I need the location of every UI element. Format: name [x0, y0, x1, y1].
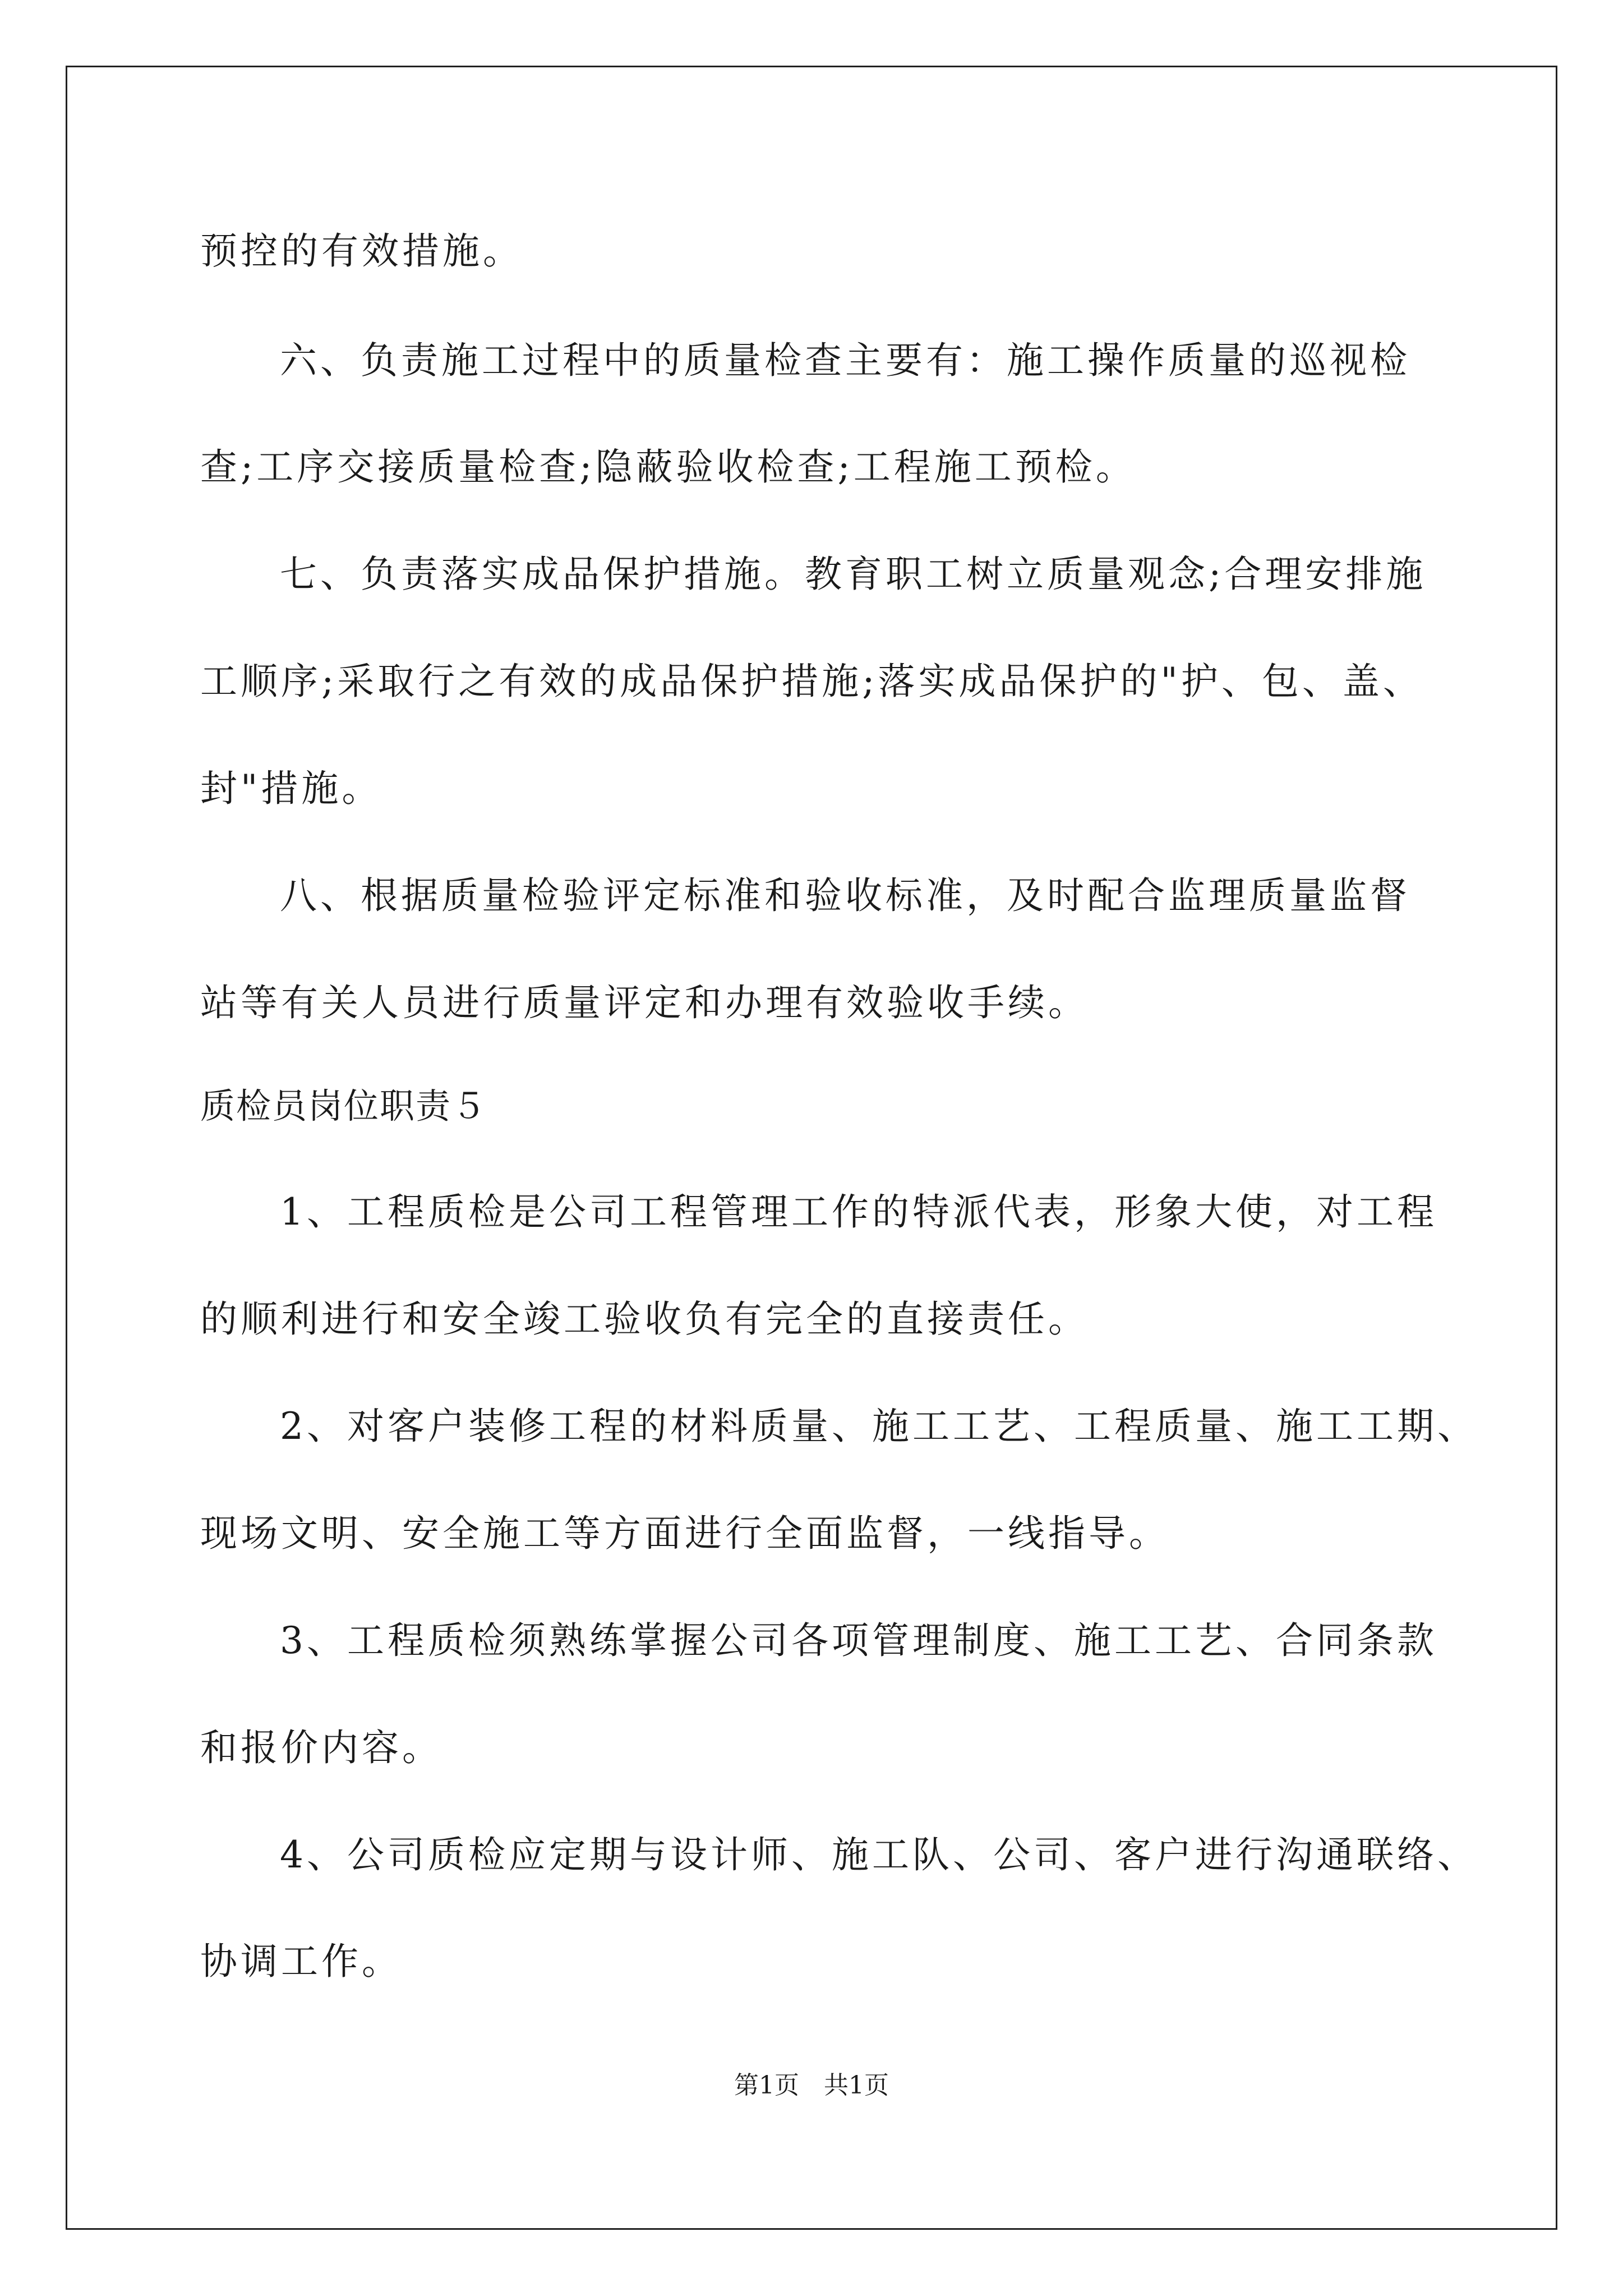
page-footer: 第1页 共1页 — [734, 2071, 889, 2100]
paragraph-line: 现场文明、安全施工等方面进行全面监督，一线指导。 — [200, 1512, 1169, 1555]
paragraph-line: 3、工程质检须熟练掌握公司各项管理制度、施工工艺、合同条款 — [280, 1619, 1437, 1662]
paragraph-line: 查;工序交接质量检查;隐蔽验收检查;工程施工预检。 — [200, 445, 1136, 489]
paragraph-line: 2、对客户装修工程的材料质量、施工工艺、工程质量、施工工期、 — [280, 1405, 1478, 1448]
paragraph-line: 协调工作。 — [200, 1940, 402, 1983]
paragraph-line: 的顺利进行和安全竣工验收负有完全的直接责任。 — [200, 1297, 1089, 1341]
page-border — [66, 66, 1557, 2230]
paragraph-line: 站等有关人员进行质量评定和办理有效验收手续。 — [200, 981, 1089, 1024]
paragraph-line: 七、负责落实成品保护措施。教育职工树立质量观念;合理安排施 — [280, 553, 1427, 596]
paragraph-line: 封"措施。 — [200, 767, 382, 810]
paragraph-line: 和报价内容。 — [200, 1726, 442, 1769]
paragraph-line: 六、负责施工过程中的质量检查主要有：施工操作质量的巡视检 — [280, 339, 1410, 382]
paragraph-line: 4、公司质检应定期与设计师、施工队、公司、客户进行沟通联络、 — [280, 1833, 1478, 1876]
paragraph-line: 工顺序;采取行之有效的成品保护措施;落实成品保护的"护、包、盖、 — [200, 660, 1423, 703]
paragraph-line: 预控的有效措施。 — [200, 229, 523, 273]
section-heading: 质检员岗位职责５ — [200, 1085, 488, 1126]
paragraph-line: 1、工程质检是公司工程管理工作的特派代表，形象大使，对工程 — [280, 1190, 1437, 1234]
paragraph-line: 八、根据质量检验评定标准和验收标准，及时配合监理质量监督 — [280, 874, 1410, 917]
